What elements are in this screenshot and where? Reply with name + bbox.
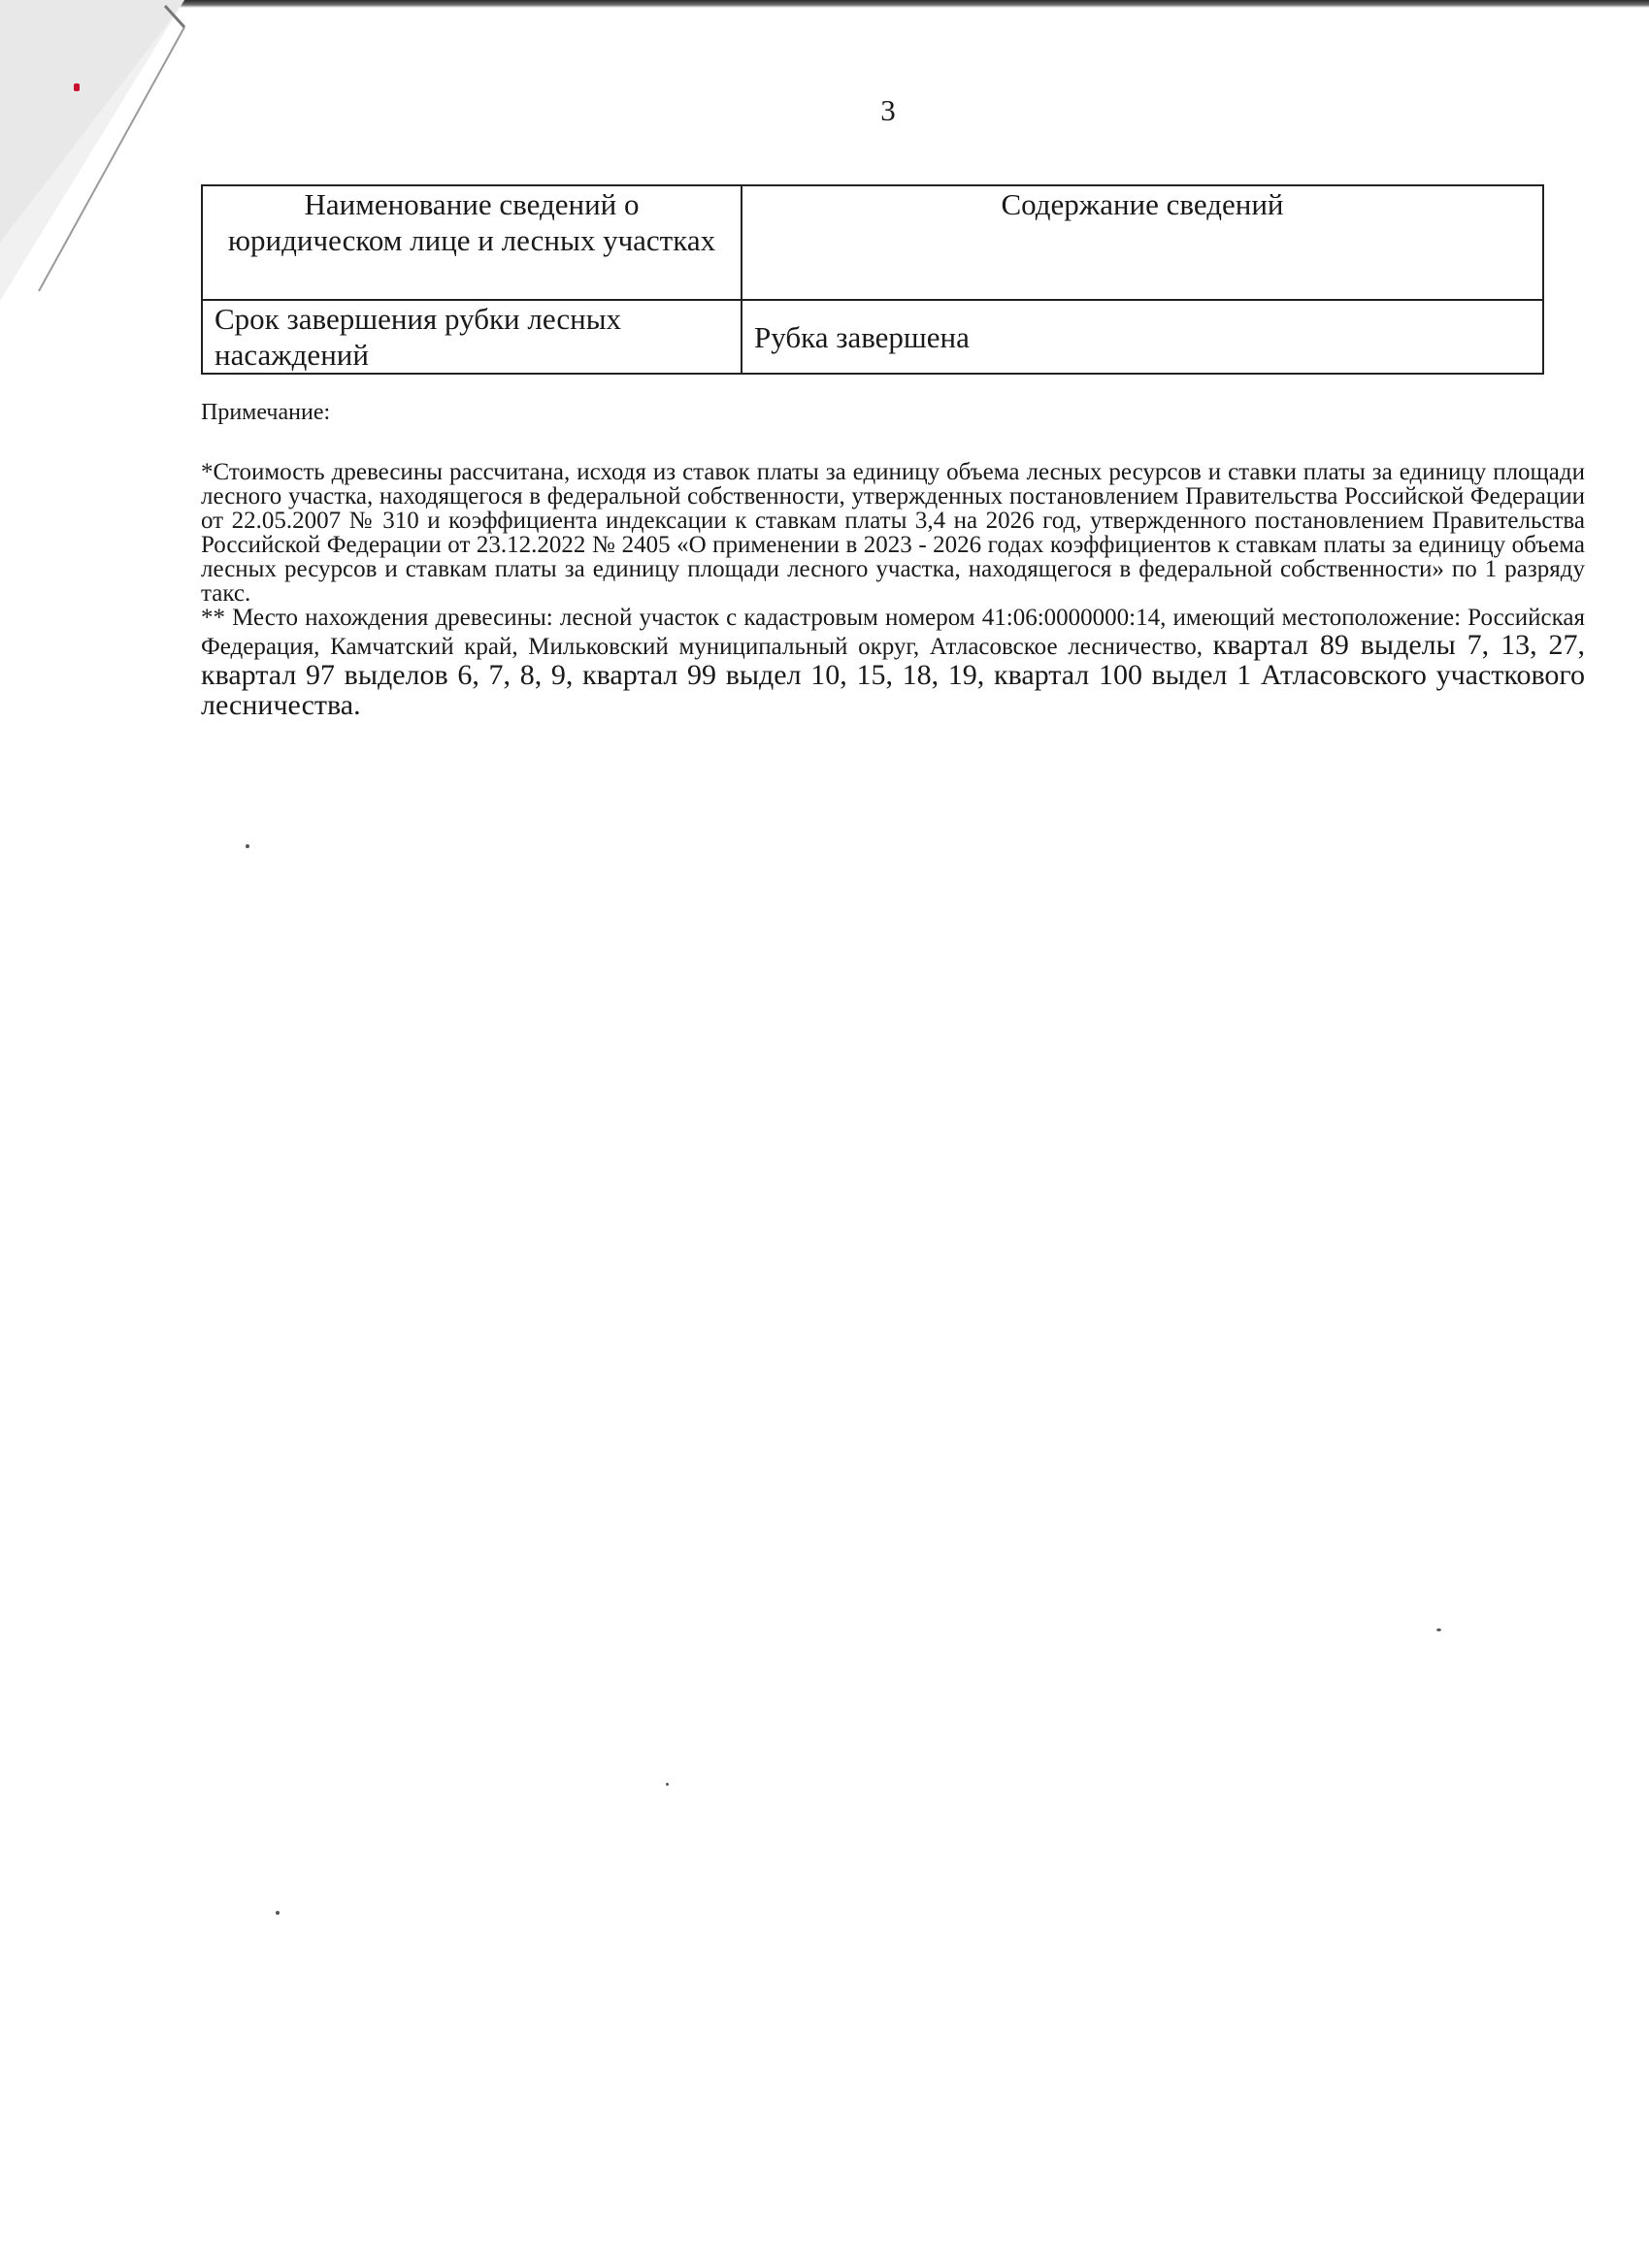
header-cell-name: Наименование сведений о юридическом лице и лесных участках bbox=[202, 185, 742, 300]
note-cost-explanation: *Стоимость древесины рассчитана, исходя из ставок платы за единицу объема лесных ресурсов и ставки платы за единицу площади лесного участка, находящегося в федеральной собственности, утвержденных постановлением Правительства Российской Федерации от 22.05.2007 № 310 и коэффициента индексации к ставкам платы 3,4 на 2026 год, утвержденного постановлением Правительства Российской Федерации от 23.12.2022 № 2405 «О применении в 2023 - 2026 годах коэффициентов к ставкам платы за единицу объема лесных ресурсов и ставкам платы за единицу площади лесного участка, находящегося в федеральной собственности» по 1 разряду такс. bbox=[201, 459, 1585, 607]
row-name-cell: Срок завершения рубки лесных насаждений bbox=[202, 300, 742, 374]
scan-speck bbox=[246, 844, 249, 848]
table-header-row bbox=[202, 185, 1543, 300]
page-number: 3 bbox=[880, 93, 896, 127]
scan-speck bbox=[276, 1911, 280, 1915]
note-label: Примечание: bbox=[201, 400, 331, 425]
scan-speck bbox=[1436, 1628, 1441, 1631]
row-value-cell: Рубка завершена bbox=[742, 300, 1543, 374]
red-ink-mark bbox=[74, 83, 80, 91]
info-table bbox=[201, 184, 1544, 375]
note-location-end: квартал 89 выделы 7, 13, 27, квартал 97 выделов 6, 7, 8, 9, квартал 99 выдел 10, 15, 18, 19, квартал 100 выдел 1 Атласовского участкового лесничества. bbox=[201, 629, 1585, 721]
header-cell-content: Содержание сведений bbox=[742, 185, 1543, 300]
table-row bbox=[202, 300, 1543, 374]
note-location-start: ** Место нахождения древесины: лесной участок с кадастровым номером 41:06:0000000:14, имеющий местоположение: Российская Федерация, Камчатский край, Мильковский муниципальный округ, Атласовское лесничество, bbox=[201, 605, 1585, 660]
notes-block bbox=[201, 460, 1585, 720]
note-location bbox=[201, 606, 1585, 720]
scan-speck bbox=[666, 1783, 669, 1786]
